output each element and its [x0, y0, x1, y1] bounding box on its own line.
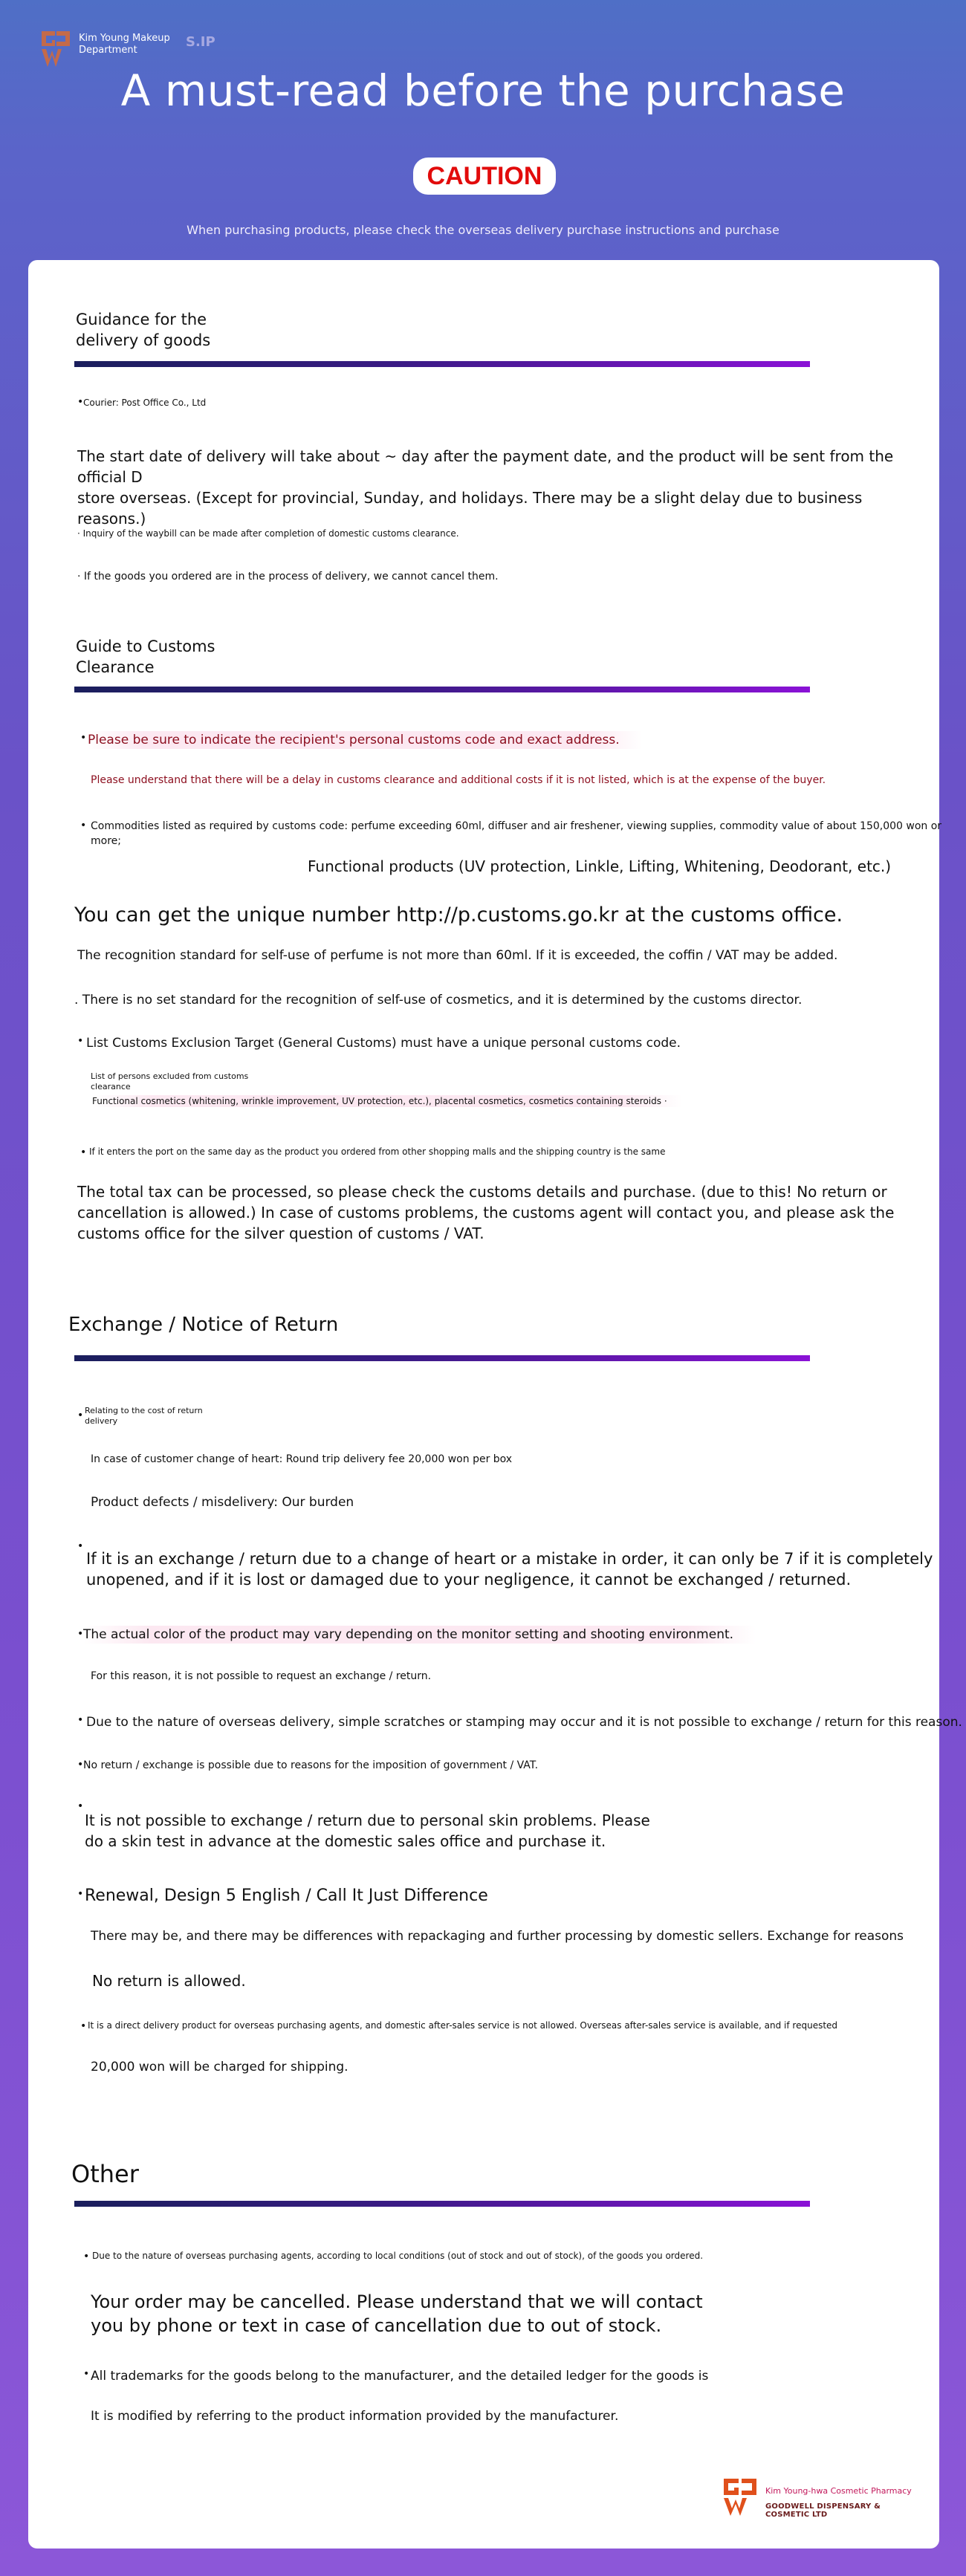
- same-day-text: If it enters the port on the same day as the product you ordered from other shopping malls and the shipping country is the same: [89, 1146, 666, 1157]
- local-conditions-text: Due to the nature of overseas purchasing agents, according to local conditions (out of stock and out of stock), of the goods you ordered.: [92, 2251, 704, 2261]
- total-tax-line3: customs office for the silver question of customs / VAT.: [77, 1224, 484, 1242]
- scratches-text: Due to the nature of overseas delivery, simple scratches or stamping may occur and it is not possible to exchange / return for this reason.: [86, 1715, 962, 1730]
- bullet-icon: •: [80, 820, 87, 831]
- footer-logo: [721, 2476, 921, 2523]
- cancel-delivery-text: · If the goods you ordered are in the process of delivery, we cannot cancel them.: [77, 571, 499, 583]
- no-return-text: No return is allowed.: [92, 1972, 246, 1990]
- return-cost-label: [85, 1406, 203, 1427]
- excluded-label-line1: List of persons excluded from customs: [91, 1071, 249, 1081]
- excluded-label: [91, 1071, 248, 1092]
- delivery-section-title: [76, 309, 210, 351]
- seven-days-line1: If it is an exchange / return due to a change of heart or a mistake in order, it can only be 7 if it is completely: [86, 1550, 933, 1568]
- bullet-icon: •: [77, 1540, 84, 1552]
- order-cancel-line2: you by phone or text in case of cancellation due to out of stock.: [91, 2315, 662, 2336]
- bullet-icon: •: [77, 1409, 84, 1421]
- delivery-start-line1: The start date of delivery will take about ~ day after the payment date, and the product will be sent from the official D: [77, 447, 894, 486]
- exchange-section-title: Exchange / Notice of Return: [68, 1314, 339, 1336]
- bullet-icon: •: [80, 2020, 87, 2032]
- courier-text: Courier: Post Office Co., Ltd: [83, 398, 207, 408]
- bullet-icon: •: [77, 1714, 84, 1726]
- manufacturer-info-text: It is modified by referring to the product information provided by the manufacturer.: [91, 2409, 619, 2424]
- bullet-icon: •: [77, 1800, 84, 1812]
- customs-title-line2: Clearance: [76, 658, 155, 676]
- customs-section-title: [76, 636, 215, 678]
- bullet-icon: •: [77, 1759, 84, 1771]
- skin-problems-line1: It is not possible to exchange / return due to personal skin problems. Please: [85, 1811, 650, 1829]
- brand-name-line1: Kim Young Makeup: [79, 33, 170, 44]
- vat-text: No return / exchange is possible due to reasons for the imposition of government / VAT.: [83, 1759, 539, 1771]
- skin-problems-text: [85, 1810, 650, 1852]
- delivery-title-line1: Guidance for the: [76, 311, 207, 328]
- repackaging-text: There may be, and there may be differences with repackaging and further processing by domestic sellers. Exchange for reasons: [91, 1929, 904, 1944]
- seven-days-line2: unopened, and if it is lost or damaged due to your negligence, it cannot be exchanged / returned.: [86, 1571, 852, 1589]
- customs-delay-notice: Please understand that there will be a delay in customs clearance and additional costs if it is not listed, which is at the expense of the buyer.: [91, 774, 826, 786]
- total-tax-text: [77, 1181, 902, 1244]
- page-subtitle: When purchasing products, please check the overseas delivery purchase instructions and purchase: [187, 223, 779, 237]
- change-of-heart-fee: In case of customer change of heart: Round trip delivery fee 20,000 won per box: [91, 1453, 513, 1465]
- bullet-icon: •: [77, 396, 84, 408]
- footer-brand-line2: GOODWELL DISPENSARY & COSMETIC LTD: [765, 2502, 881, 2519]
- delivery-start-line2: store overseas. (Except for provincial, Sunday, and holidays. There may be a slight delay due to business reasons.): [77, 489, 863, 528]
- return-cost-label-line1: Relating to the cost of return: [85, 1406, 203, 1415]
- other-section-divider: [74, 2201, 810, 2207]
- return-cost-label-line2: delivery: [85, 1416, 118, 1426]
- bullet-icon: •: [77, 1888, 84, 1900]
- caution-badge: CAUTION: [413, 158, 556, 195]
- shipping-charge-text: 20,000 won will be charged for shipping.: [91, 2060, 349, 2074]
- customs-title-line1: Guide to Customs: [76, 637, 215, 655]
- excluded-items-text: Functional cosmetics (whitening, wrinkle improvement, UV protection, etc.), placental cosmetics, cosmetics containing steroids ·: [92, 1095, 682, 1107]
- exchange-section-divider: [74, 1355, 810, 1361]
- customs-section-divider: [74, 687, 810, 692]
- brand-mark-icon: [39, 27, 73, 68]
- delivery-title-line2: delivery of goods: [76, 331, 211, 349]
- delivery-section-divider: [74, 361, 810, 367]
- bullet-icon: •: [77, 1628, 84, 1640]
- footer-brand-line1: Kim Young-hwa Cosmetic Pharmacy: [765, 2486, 912, 2496]
- seven-days-text: [86, 1548, 933, 1590]
- color-vary-text: The actual color of the product may vary depending on the monitor setting and shooting environment.: [83, 1626, 756, 1644]
- total-tax-line1: The total tax can be processed, so please check the customs details and purchase. (due to this! No return or: [77, 1183, 887, 1201]
- functional-products-text: Functional products (UV protection, Linkle, Lifting, Whitening, Deodorant, etc.): [308, 857, 892, 875]
- cosmetics-standard-text: . There is no set standard for the recognition of self-use of cosmetics, and it is determined by the customs director.: [74, 993, 803, 1008]
- exclusion-target-text: List Customs Exclusion Target (General Customs) must have a unique personal customs code.: [86, 1036, 681, 1051]
- order-cancel-text: [91, 2290, 703, 2337]
- trademarks-text: All trademarks for the goods belong to the manufacturer, and the detailed ledger for the goods is: [91, 2369, 709, 2384]
- delivery-start-text: [77, 446, 910, 529]
- other-section-title: Other: [71, 2160, 139, 2188]
- total-tax-line2: cancellation is allowed.) In case of customs problems, the customs agent will contact you, and please ask the: [77, 1204, 895, 1222]
- defects-burden-text: Product defects / misdelivery: Our burden: [91, 1495, 354, 1510]
- perfume-standard-text: The recognition standard for self-use of perfume is not more than 60ml. If it is exceeded, the coffin / VAT may be added.: [77, 948, 838, 963]
- customs-code-notice: Please be sure to indicate the recipient's personal customs code and exact address.: [88, 731, 642, 749]
- after-sales-text: It is a direct delivery product for overseas purchasing agents, and domestic after-sales service is not allowed. Overseas after-sales service is available, and if requested: [88, 2020, 838, 2031]
- bullet-icon: •: [80, 732, 87, 744]
- bullet-icon: •: [83, 2368, 90, 2380]
- brand-name: [79, 33, 170, 56]
- order-cancel-line1: Your order may be cancelled. Please understand that we will contact: [91, 2291, 703, 2312]
- unique-number-text: You can get the unique number http://p.customs.go.kr at the customs office.: [74, 903, 843, 927]
- brand-name-line2: Department: [79, 45, 137, 56]
- bullet-icon: •: [83, 2251, 90, 2262]
- renewal-text: Renewal, Design 5 English / Call It Just Difference: [85, 1886, 488, 1905]
- excluded-label-line2: clearance: [91, 1082, 131, 1091]
- skin-problems-line2: do a skin test in advance at the domestic sales office and purchase it.: [85, 1832, 606, 1850]
- footer-brand-mark-icon: [721, 2476, 759, 2517]
- waybill-text: · Inquiry of the waybill can be made after completion of domestic customs clearance.: [77, 528, 459, 539]
- bullet-icon: •: [77, 1035, 84, 1047]
- bullet-icon: •: [80, 1146, 87, 1158]
- brand-code: S.IP: [186, 34, 215, 50]
- commodities-text: Commodities listed as required by customs code: perfume exceeding 60ml, diffuser and air freshener, viewing supplies, commodity value of about 150,000 won or more;: [91, 820, 942, 847]
- color-reason-text: For this reason, it is not possible to request an exchange / return.: [91, 1670, 432, 1682]
- page-title: A must-read before the purchase: [120, 65, 846, 116]
